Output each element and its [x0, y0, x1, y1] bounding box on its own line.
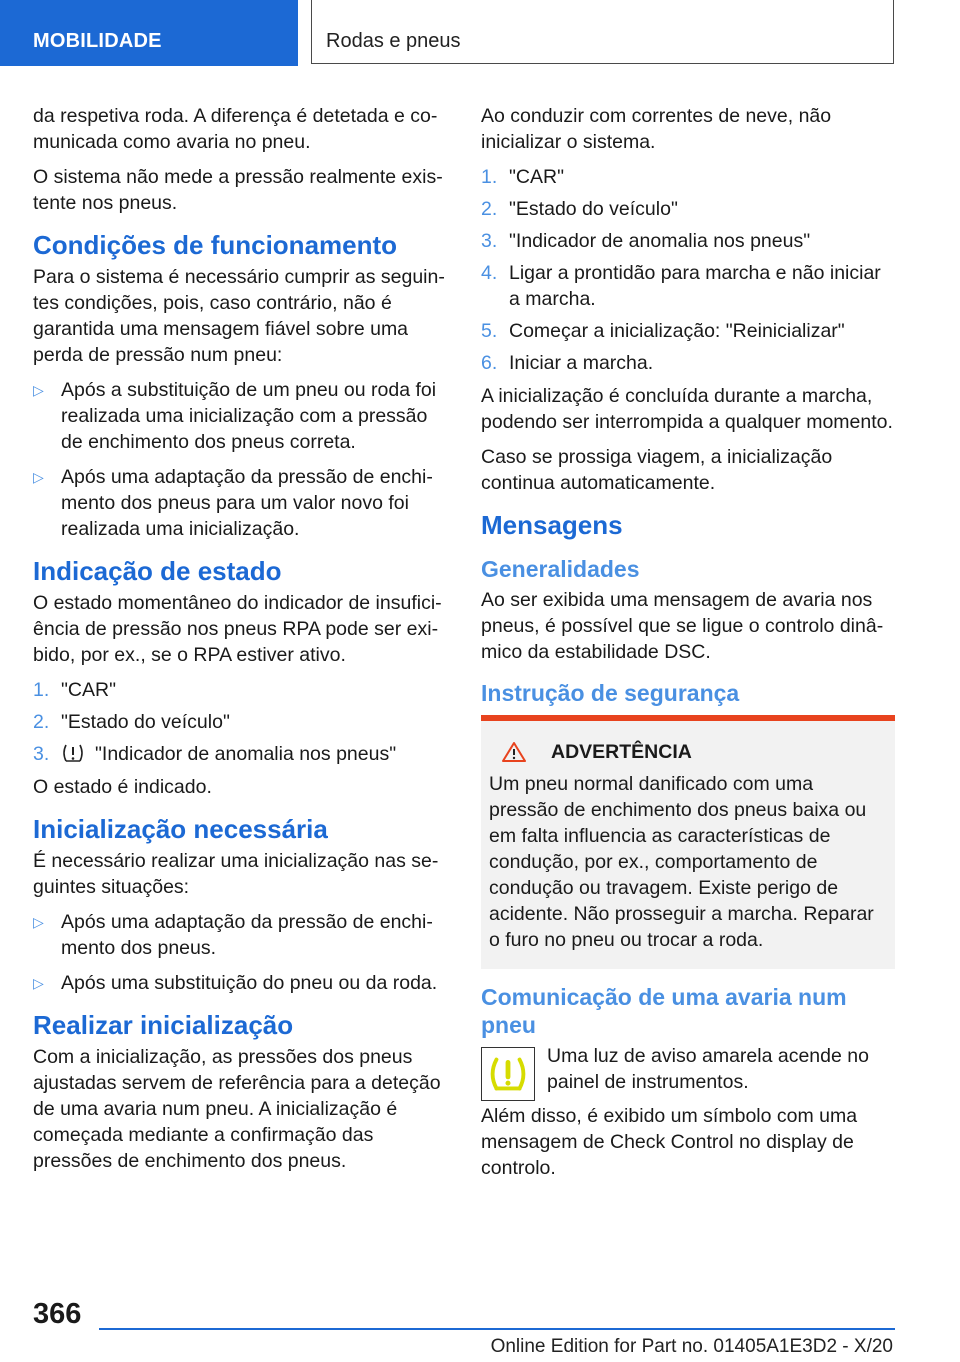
list-item — [33, 464, 451, 542]
footer-divider — [99, 1328, 895, 1330]
bullet-list — [33, 909, 451, 996]
step-text: Ligar a prontidão para marcha e não iniciar a marcha. — [509, 262, 881, 310]
header-section-tab — [0, 0, 298, 66]
list-item — [33, 377, 451, 455]
step-text: "Indicador de anomalia nos pneus" — [95, 743, 397, 765]
step-number: 4. — [481, 262, 498, 284]
paragraph: Uma luz de aviso amarela acende no painel de instrumentos. — [547, 1045, 869, 1093]
step-text: "CAR" — [61, 679, 117, 701]
step-number: 3. — [33, 743, 50, 765]
left-column — [33, 103, 451, 1183]
list-item — [481, 228, 895, 254]
step-number: 5. — [481, 320, 498, 342]
steps-list — [33, 677, 451, 767]
warning-box — [481, 715, 895, 969]
footer-edition: Online Edition for Part no. 01405A1E3D2 - X/20 — [490, 1336, 893, 1357]
paragraph: Com a inicialização, as pressões dos pneus ajustadas servem de referência para a deteção de uma avaria num pneu. A inicialização é começada mediante a confirmação das pressões de enchimento dos pneus. — [33, 1046, 441, 1172]
heading-instrucao-seguranca: Instrução de segurança — [481, 680, 740, 706]
list-item — [33, 677, 451, 703]
paragraph: É necessário realizar uma inicialização nas seguintes situações: — [33, 850, 439, 898]
step-number: 6. — [481, 352, 498, 374]
paragraph: O sistema não mede a pressão realmente existente nos pneus. — [33, 166, 443, 214]
bullet-list — [33, 377, 451, 542]
list-item — [33, 741, 451, 767]
list-item — [481, 260, 895, 312]
heading-comunicacao-avaria: Comunicação de uma avaria num pneu — [481, 984, 847, 1038]
list-item — [481, 164, 895, 190]
paragraph: da respetiva roda. A diferença é detetada e comunicada como avaria no pneu. — [33, 105, 438, 153]
step-text: Começar a inicialização: "Reinicializar" — [509, 320, 845, 342]
list-item-text: Após a substituição de um pneu ou roda foi realizada uma inicialização com a pressão de enchimento dos pneus correta. — [61, 379, 437, 453]
heading-funcionamento: Condições de funcionamento — [33, 230, 398, 260]
step-number: 2. — [33, 711, 50, 733]
step-number: 1. — [33, 679, 50, 701]
header-section-label: MOBILIDADE — [33, 30, 162, 52]
heading-generalidades: Generalidades — [481, 556, 640, 582]
warning-title-text: ADVERTÊNCIA — [551, 741, 692, 763]
header-chapter-label: Rodas e pneus — [326, 30, 461, 52]
list-item — [481, 350, 895, 376]
right-column — [481, 103, 895, 1190]
step-text: "CAR" — [509, 166, 565, 188]
paragraph: Além disso, é exibido um símbolo com uma mensagem de Check Control no display de controlo. — [481, 1105, 858, 1179]
list-item — [33, 909, 451, 961]
heading-mensagens: Mensagens — [481, 510, 623, 540]
step-text: "Estado do veículo" — [61, 711, 230, 733]
warning-title — [489, 739, 887, 765]
list-item — [481, 196, 895, 222]
paragraph: O estado momentâneo do indicador de insuficiência de pressão nos pneus RPA pode ser exibido, por ex., se o RPA estiver ativo. — [33, 592, 442, 666]
step-text: Iniciar a marcha. — [509, 352, 654, 374]
heading-realizar-inicializacao: Realizar inicialização — [33, 1010, 294, 1040]
warning-text: Um pneu normal danificado com uma pressão de enchimento dos pneus baixa ou em falta influencia as características de condução, por ex., comportamento de condução ou travagem. Existe perigo de acidente. Não prosseguir a marcha. Reparar o furo no pneu ou trocar a roda. — [489, 773, 874, 951]
step-text: "Indicador de anomalia nos pneus" — [509, 230, 811, 252]
step-number: 1. — [481, 166, 498, 188]
warning-lamp-row — [481, 1043, 895, 1103]
tire-pressure-warning-lamp-icon — [481, 1047, 535, 1101]
step-number: 3. — [481, 230, 498, 252]
step-number: 2. — [481, 198, 498, 220]
triangle-bullet-icon: ▷ — [33, 975, 44, 991]
list-item — [481, 318, 895, 344]
list-item — [33, 970, 451, 996]
tire-pressure-icon — [61, 743, 85, 763]
list-item-text: Após uma substituição do pneu ou da roda. — [61, 972, 438, 994]
paragraph: A inicialização é concluída durante a marcha, podendo ser interrompida a qualquer momento. — [481, 385, 893, 433]
steps-list — [481, 164, 895, 376]
step-text: "Estado do veículo" — [509, 198, 678, 220]
page-number: 366 — [33, 1298, 82, 1330]
paragraph: Para o sistema é necessário cumprir as seguintes condições, pois, caso contrário, não é garantida uma mensagem fiável sobre uma perda de pressão num pneu: — [33, 266, 445, 366]
paragraph: Ao conduzir com correntes de neve, não inicializar o sistema. — [481, 105, 832, 153]
list-item-text: Após uma adaptação da pressão de enchimento dos pneus. — [61, 911, 433, 959]
paragraph: Caso se prossiga viagem, a inicialização continua automaticamente. — [481, 446, 833, 494]
list-item-text: Após uma adaptação da pressão de enchimento dos pneus para um valor novo foi realizada uma inicialização. — [61, 466, 433, 540]
paragraph: Ao ser exibida uma mensagem de avaria nos pneus, é possível que se ligue o controlo dinâmico da estabilidade DSC. — [481, 589, 884, 663]
header-chapter-tab — [311, 0, 894, 64]
triangle-bullet-icon: ▷ — [33, 382, 44, 398]
triangle-bullet-icon: ▷ — [33, 469, 44, 485]
list-item — [33, 709, 451, 735]
heading-inicializacao-necessaria: Inicialização necessária — [33, 814, 328, 844]
heading-estado: Indicação de estado — [33, 556, 282, 586]
triangle-bullet-icon: ▷ — [33, 914, 44, 930]
warning-triangle-icon — [501, 741, 527, 763]
paragraph: O estado é indicado. — [33, 776, 212, 798]
